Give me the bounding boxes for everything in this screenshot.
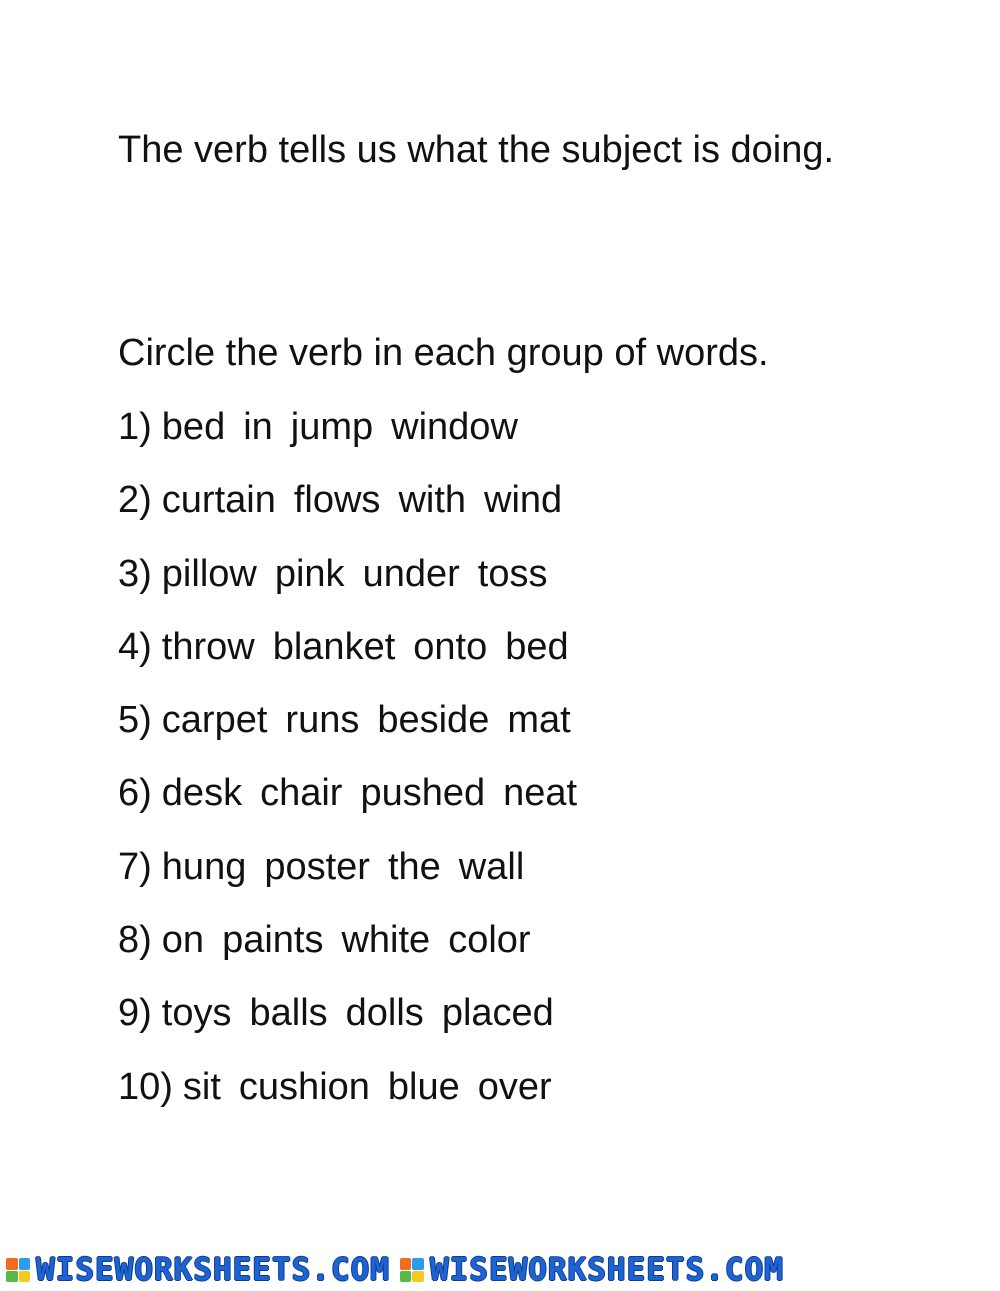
- word-choice[interactable]: blanket: [272, 625, 396, 668]
- word-choice[interactable]: in: [243, 406, 273, 448]
- worksheet-logo-icon: [6, 1258, 30, 1282]
- word-choice[interactable]: sit: [182, 1065, 221, 1108]
- word-choice[interactable]: the: [387, 845, 441, 888]
- word-choice[interactable]: flows: [293, 479, 381, 522]
- word-choice[interactable]: over: [477, 1065, 552, 1108]
- question-item: [118, 916, 577, 989]
- question-number: 8): [118, 919, 152, 962]
- word-choice[interactable]: pillow: [161, 552, 257, 595]
- intro-text: The verb tells us what the subject is doing.: [118, 129, 835, 171]
- word-choice[interactable]: runs: [285, 699, 360, 742]
- word-choice[interactable]: onto: [413, 625, 488, 668]
- brand-text: WISEWORKSHEETS.COM: [429, 1252, 784, 1288]
- question-number: 1): [118, 406, 152, 448]
- word-choice[interactable]: throw: [161, 625, 255, 668]
- word-choice[interactable]: desk: [161, 772, 243, 815]
- word-choice[interactable]: color: [448, 919, 531, 962]
- question-item: [118, 843, 577, 916]
- question-number: 5): [118, 699, 152, 742]
- word-choice[interactable]: paints: [222, 919, 324, 962]
- site-footer: [0, 1252, 1000, 1288]
- word-choice[interactable]: cushion: [238, 1065, 370, 1108]
- question-item: [118, 623, 577, 696]
- brand-text: WISEWORKSHEETS.COM: [36, 1252, 390, 1288]
- brand-mark: [6, 1252, 390, 1288]
- word-choice[interactable]: under: [362, 552, 460, 595]
- word-choice[interactable]: blue: [387, 1065, 460, 1108]
- question-item: [118, 476, 577, 549]
- word-choice[interactable]: carpet: [161, 699, 268, 742]
- worksheet-logo-icon: [400, 1258, 424, 1282]
- word-choice[interactable]: toss: [477, 552, 548, 595]
- question-number: 10): [118, 1065, 173, 1108]
- brand-mark: [400, 1252, 784, 1288]
- word-choice[interactable]: balls: [249, 992, 328, 1035]
- word-choice[interactable]: hung: [161, 845, 247, 888]
- question-item: [118, 769, 577, 842]
- question-item: [118, 696, 577, 769]
- word-choice[interactable]: window: [391, 406, 518, 448]
- question-item: [118, 550, 577, 623]
- word-choice[interactable]: placed: [441, 992, 554, 1035]
- word-choice[interactable]: poster: [264, 845, 370, 888]
- word-choice[interactable]: pushed: [360, 772, 486, 815]
- word-choice[interactable]: toys: [161, 992, 232, 1035]
- question-number: 3): [118, 552, 152, 595]
- word-choice[interactable]: beside: [377, 699, 490, 742]
- question-item: [118, 1063, 577, 1136]
- word-choice[interactable]: neat: [503, 772, 578, 815]
- question-item: [118, 403, 577, 476]
- word-choice[interactable]: jump: [290, 406, 374, 448]
- question-number: 4): [118, 625, 152, 668]
- word-choice[interactable]: pink: [274, 552, 345, 595]
- verb-choice-list: [118, 403, 577, 1136]
- question-number: 9): [118, 992, 152, 1035]
- word-choice[interactable]: with: [398, 479, 467, 522]
- word-choice[interactable]: wall: [458, 845, 525, 888]
- word-choice[interactable]: on: [161, 919, 205, 962]
- word-choice[interactable]: white: [341, 919, 431, 962]
- question-number: 6): [118, 772, 152, 815]
- question-number: 7): [118, 845, 152, 888]
- word-choice[interactable]: curtain: [161, 479, 276, 522]
- question-number: 2): [118, 479, 152, 522]
- word-choice[interactable]: dolls: [345, 992, 424, 1035]
- word-choice[interactable]: bed: [505, 625, 569, 668]
- question-item: [118, 989, 577, 1062]
- word-choice[interactable]: wind: [484, 479, 563, 522]
- word-choice[interactable]: mat: [507, 699, 571, 742]
- instruction-text: Circle the verb in each group of words.: [118, 332, 769, 374]
- word-choice[interactable]: chair: [260, 772, 343, 815]
- word-choice[interactable]: bed: [161, 406, 226, 448]
